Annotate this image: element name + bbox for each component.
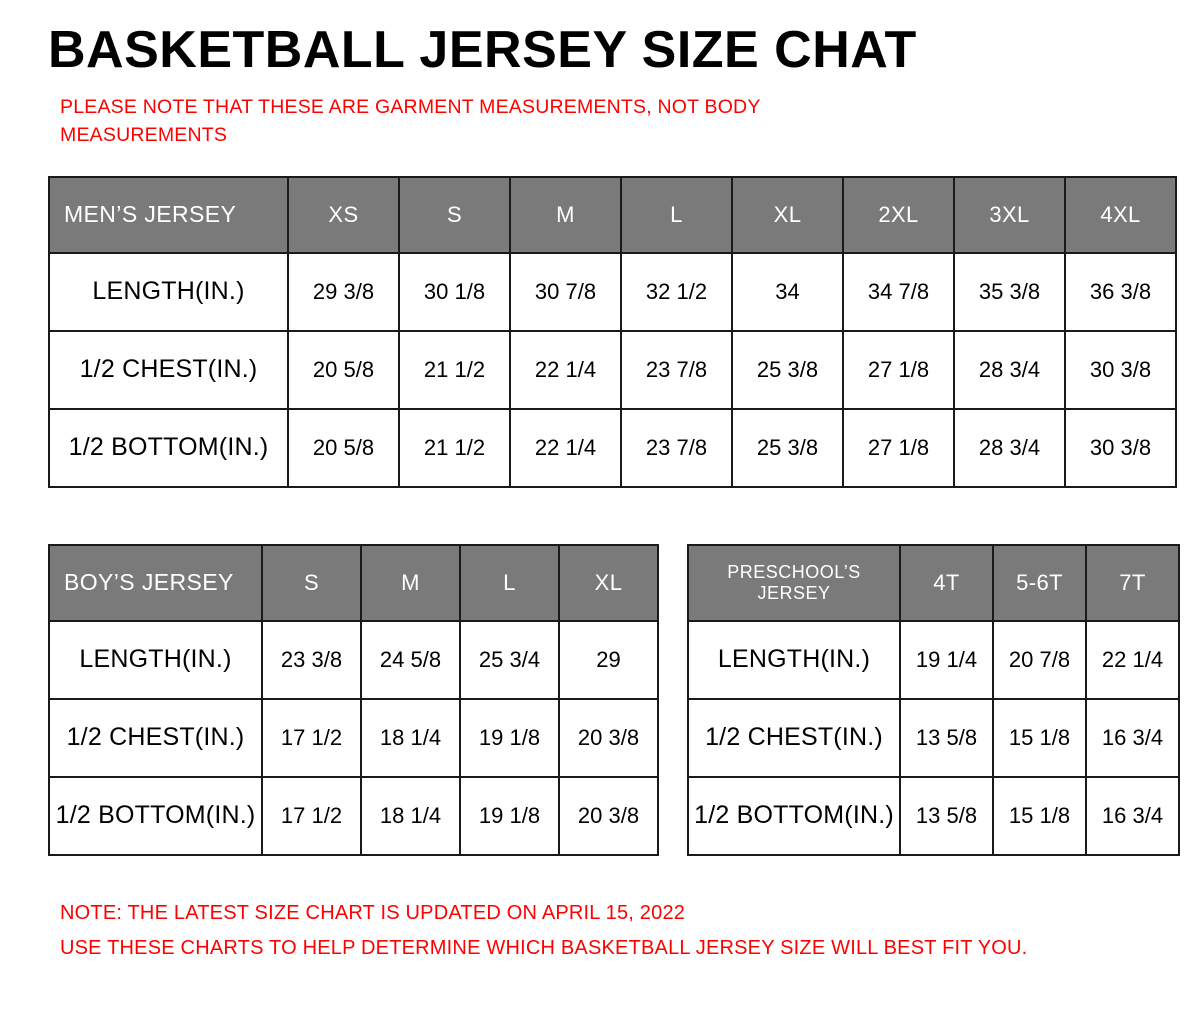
- row-label: 1/2 BOTTOM(IN.): [49, 409, 288, 487]
- measurement-cell: 16 3/4: [1086, 699, 1179, 777]
- size-header: S: [399, 177, 510, 253]
- measurement-cell: 34: [732, 253, 843, 331]
- measurement-cell: 15 1/8: [993, 777, 1086, 855]
- table-row: [688, 699, 1179, 777]
- measurement-cell: 19 1/8: [460, 699, 559, 777]
- size-header: 4XL: [1065, 177, 1176, 253]
- measurement-cell: 35 3/8: [954, 253, 1065, 331]
- size-header: XS: [288, 177, 399, 253]
- measurement-cell: 30 7/8: [510, 253, 621, 331]
- size-header: M: [361, 545, 460, 621]
- measurement-cell: 20 7/8: [993, 621, 1086, 699]
- table-header-row: [49, 545, 658, 621]
- row-label: LENGTH(IN.): [688, 621, 900, 699]
- measurement-cell: 15 1/8: [993, 699, 1086, 777]
- measurement-cell: 22 1/4: [1086, 621, 1179, 699]
- measurement-cell: 25 3/8: [732, 409, 843, 487]
- measurement-cell: 23 3/8: [262, 621, 361, 699]
- row-label: 1/2 BOTTOM(IN.): [49, 777, 262, 855]
- measurement-cell: 13 5/8: [900, 699, 993, 777]
- measurement-cell: 28 3/4: [954, 331, 1065, 409]
- preschool-jersey-size-table: [687, 544, 1180, 856]
- boys-table-label: BOY’S JERSEY: [49, 545, 262, 621]
- table-row: [49, 777, 658, 855]
- footer-note-update: NOTE: THE LATEST SIZE CHART IS UPDATED ON APRIL 15, 2022: [60, 901, 686, 924]
- measurement-cell: 23 7/8: [621, 409, 732, 487]
- measurement-cell: 13 5/8: [900, 777, 993, 855]
- table-row: [688, 621, 1179, 699]
- measurement-cell: 27 1/8: [843, 409, 954, 487]
- lower-tables-container: [48, 544, 1178, 856]
- size-header: 7T: [1086, 545, 1179, 621]
- row-label: 1/2 CHEST(IN.): [688, 699, 900, 777]
- measurement-cell: 30 3/8: [1065, 331, 1176, 409]
- table-header-row: [49, 177, 1176, 253]
- measurement-cell: 20 5/8: [288, 409, 399, 487]
- footer-note-usage: USE THESE CHARTS TO HELP DETERMINE WHICH BASKETBALL JERSEY SIZE WILL BEST FIT YOU.: [60, 936, 1028, 959]
- size-header: L: [621, 177, 732, 253]
- measurement-cell: 22 1/4: [510, 331, 621, 409]
- row-label: LENGTH(IN.): [49, 253, 288, 331]
- measurement-cell: 18 1/4: [361, 699, 460, 777]
- page-title: BASKETBALL JERSEY SIZE CHAT: [48, 21, 917, 79]
- table-row: [49, 253, 1176, 331]
- table-row: [49, 621, 658, 699]
- table-row: [49, 699, 658, 777]
- size-header: M: [510, 177, 621, 253]
- measurement-disclaimer: PLEASE NOTE THAT THESE ARE GARMENT MEASUREMENTS, NOT BODY MEASUREMENTS: [60, 96, 761, 147]
- measurement-cell: 19 1/4: [900, 621, 993, 699]
- measurement-cell: 20 3/8: [559, 777, 658, 855]
- measurement-cell: 30 3/8: [1065, 409, 1176, 487]
- measurement-cell: 22 1/4: [510, 409, 621, 487]
- measurement-cell: 24 5/8: [361, 621, 460, 699]
- size-header: 3XL: [954, 177, 1065, 253]
- size-header: 5-6T: [993, 545, 1086, 621]
- row-label: 1/2 CHEST(IN.): [49, 331, 288, 409]
- measurement-cell: 16 3/4: [1086, 777, 1179, 855]
- measurement-cell: 29 3/8: [288, 253, 399, 331]
- preschool-table-label: PRESCHOOL’S JERSEY: [688, 545, 900, 621]
- table-row: [49, 331, 1176, 409]
- measurement-cell: 17 1/2: [262, 777, 361, 855]
- size-header: XL: [559, 545, 658, 621]
- measurement-cell: 21 1/2: [399, 409, 510, 487]
- measurement-cell: 36 3/8: [1065, 253, 1176, 331]
- size-header: S: [262, 545, 361, 621]
- size-header: L: [460, 545, 559, 621]
- row-label: 1/2 CHEST(IN.): [49, 699, 262, 777]
- table-row: [688, 777, 1179, 855]
- measurement-cell: 25 3/8: [732, 331, 843, 409]
- measurement-cell: 28 3/4: [954, 409, 1065, 487]
- size-chart-page: [0, 22, 1200, 1029]
- measurement-cell: 27 1/8: [843, 331, 954, 409]
- boys-jersey-size-table: [48, 544, 659, 856]
- measurement-cell: 19 1/8: [460, 777, 559, 855]
- measurement-cell: 29: [559, 621, 658, 699]
- footer-notes: [60, 896, 1178, 966]
- measurement-cell: 20 5/8: [288, 331, 399, 409]
- table-row: [49, 409, 1176, 487]
- size-header: XL: [732, 177, 843, 253]
- mens-jersey-size-table: [48, 176, 1177, 488]
- table-header-row: [688, 545, 1179, 621]
- row-label: 1/2 BOTTOM(IN.): [688, 777, 900, 855]
- measurement-cell: 21 1/2: [399, 331, 510, 409]
- measurement-cell: 32 1/2: [621, 253, 732, 331]
- measurement-cell: 25 3/4: [460, 621, 559, 699]
- measurement-cell: 23 7/8: [621, 331, 732, 409]
- measurement-cell: 20 3/8: [559, 699, 658, 777]
- row-label: LENGTH(IN.): [49, 621, 262, 699]
- measurement-cell: 30 1/8: [399, 253, 510, 331]
- mens-table-label: MEN’S JERSEY: [49, 177, 288, 253]
- size-header: 4T: [900, 545, 993, 621]
- measurement-cell: 17 1/2: [262, 699, 361, 777]
- measurement-cell: 34 7/8: [843, 253, 954, 331]
- size-header: 2XL: [843, 177, 954, 253]
- measurement-cell: 18 1/4: [361, 777, 460, 855]
